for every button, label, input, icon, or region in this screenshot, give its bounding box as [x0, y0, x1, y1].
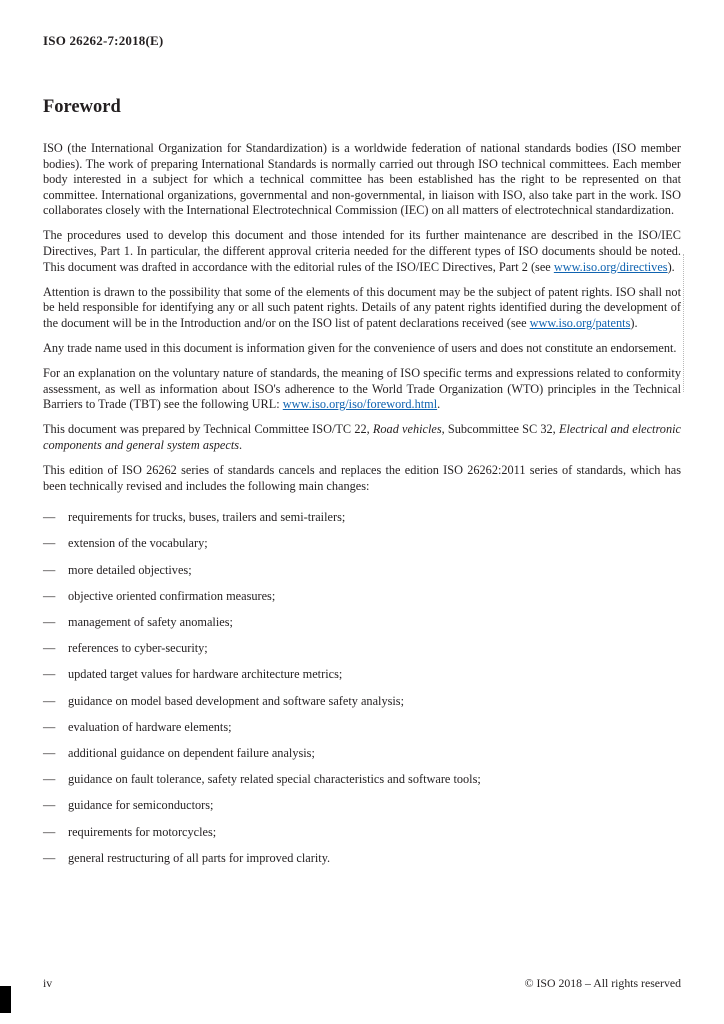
list-item — [43, 667, 681, 683]
list-item — [43, 536, 681, 552]
paragraph — [43, 366, 681, 413]
changes-list — [43, 510, 681, 866]
paragraph — [43, 228, 681, 275]
text-run: This document was prepared by Technical Committee ISO/TC 22, — [43, 422, 373, 437]
text-run: Any trade name used in this document is information given for the convenience of users and does not constitute an endorsement. — [43, 341, 677, 356]
list-dash: — — [43, 824, 56, 839]
copyright-notice: © ISO 2018 – All rights reserved — [524, 976, 681, 990]
hyperlink[interactable]: www.iso.org/iso/foreword.html — [282, 397, 438, 412]
paragraph — [43, 463, 681, 494]
text-run: . — [239, 438, 243, 452]
margin-change-marks — [683, 254, 684, 392]
list-item — [43, 851, 681, 867]
list-item-text: guidance on model based development and software safety analysis; — [68, 693, 405, 708]
list-item — [43, 510, 681, 526]
list-item — [43, 720, 681, 736]
list-dash: — — [43, 719, 56, 734]
list-item — [43, 615, 681, 631]
list-item-text: more detailed objectives; — [68, 562, 192, 577]
list-dash: — — [43, 510, 56, 525]
text-run: This edition of ISO 26262 series of standards cancels and replaces the edition ISO 26262:2011 series of standards, which has been technically revised and includes the following main changes: — [43, 463, 681, 493]
list-item-text: general restructuring of all parts for improved clarity. — [68, 850, 331, 865]
page-number: iv — [43, 976, 53, 990]
page-content — [43, 33, 681, 877]
list-item-text: management of safety anomalies; — [68, 615, 233, 630]
list-item — [43, 589, 681, 605]
text-run: , Subcommittee SC 32, — [441, 422, 559, 437]
paragraph — [43, 341, 681, 357]
list-item — [43, 798, 681, 814]
page-title: Foreword — [43, 97, 121, 117]
list-item — [43, 641, 681, 657]
list-dash: — — [43, 798, 56, 813]
text-run: Electrical and electronic components and general system aspects — [43, 422, 681, 452]
list-dash: — — [43, 588, 56, 603]
text-run: ). — [630, 315, 638, 330]
list-dash: — — [43, 615, 56, 630]
list-item-text: guidance for semiconductors; — [68, 798, 214, 813]
list-item — [43, 563, 681, 579]
page-footer — [43, 976, 681, 991]
list-item-text: guidance on fault tolerance, safety related special characteristics and software tools; — [68, 772, 481, 787]
list-item-text: updated target values for hardware architecture metrics; — [68, 667, 343, 682]
list-item — [43, 825, 681, 841]
document-number-header: ISO 26262-7:2018(E) — [43, 33, 164, 48]
list-item-text: evaluation of hardware elements; — [68, 719, 232, 734]
list-item-text: additional guidance on dependent failure analysis; — [68, 745, 315, 760]
list-dash: — — [43, 693, 56, 708]
list-dash: — — [43, 536, 56, 551]
list-item-text: references to cyber-security; — [68, 641, 208, 656]
list-item — [43, 746, 681, 762]
list-dash: — — [43, 772, 56, 787]
list-dash: — — [43, 850, 56, 865]
hyperlink[interactable]: www.iso.org/patents — [529, 315, 631, 330]
list-item-text: requirements for trucks, buses, trailers and semi-trailers; — [68, 510, 346, 525]
text-run: . — [437, 397, 441, 412]
list-item-text: objective oriented confirmation measures; — [68, 588, 276, 603]
paragraph — [43, 141, 681, 219]
list-item — [43, 772, 681, 788]
list-dash: — — [43, 562, 56, 577]
list-item-text: requirements for motorcycles; — [68, 824, 217, 839]
paragraph — [43, 422, 681, 453]
text-run: The procedures used to develop this document and those intended for its further maintenance are described in the ISO/IEC Directives, Part 1. In particular, the different approval criteria needed for the different types of ISO documents should be noted. This document was drafted in accordance with the editorial rules of the ISO/IEC Directives, Part 2 (see — [43, 228, 681, 274]
list-dash: — — [43, 667, 56, 682]
print-registration-mark — [0, 986, 11, 1013]
list-dash: — — [43, 745, 56, 760]
text-run: Road vehicles — [372, 422, 442, 437]
text-run: Attention is drawn to the possibility that some of the elements of this document may be the subject of patent rights. ISO shall not be held responsible for identifying any or all such patent rights. Details of any patent rights identified during the development of the document will be in the Introduction and/or on the ISO list of patent declarations received (see — [43, 284, 681, 330]
text-run: ISO (the International Organization for Standardization) is a worldwide federation of national standards bodies (ISO member bodies). The work of preparing International Standards is normally carried out through ISO technical committees. Each member body interested in a subject for which a technical committee has been established has the right to be represented on that committee. International organizations, governmental and non-governmental, in liaison with ISO, also take part in the work. ISO collaborates closely with the International Electrotechnical Commission (IEC) on all matters of electrotechnical standardization. — [43, 141, 681, 218]
text-run: ). — [667, 259, 675, 274]
list-item — [43, 694, 681, 710]
hyperlink[interactable]: www.iso.org/directives — [553, 259, 668, 274]
paragraph — [43, 285, 681, 332]
list-dash: — — [43, 641, 56, 656]
text-run: For an explanation on the voluntary nature of standards, the meaning of ISO specific terms and expressions related to conformity assessment, as well as information about ISO's adherence to the World Trade Organization (WTO) principles in the Technical Barriers to Trade (TBT) see the following URL: — [43, 366, 681, 412]
list-item-text: extension of the vocabulary; — [68, 536, 208, 551]
paragraphs — [43, 141, 681, 494]
